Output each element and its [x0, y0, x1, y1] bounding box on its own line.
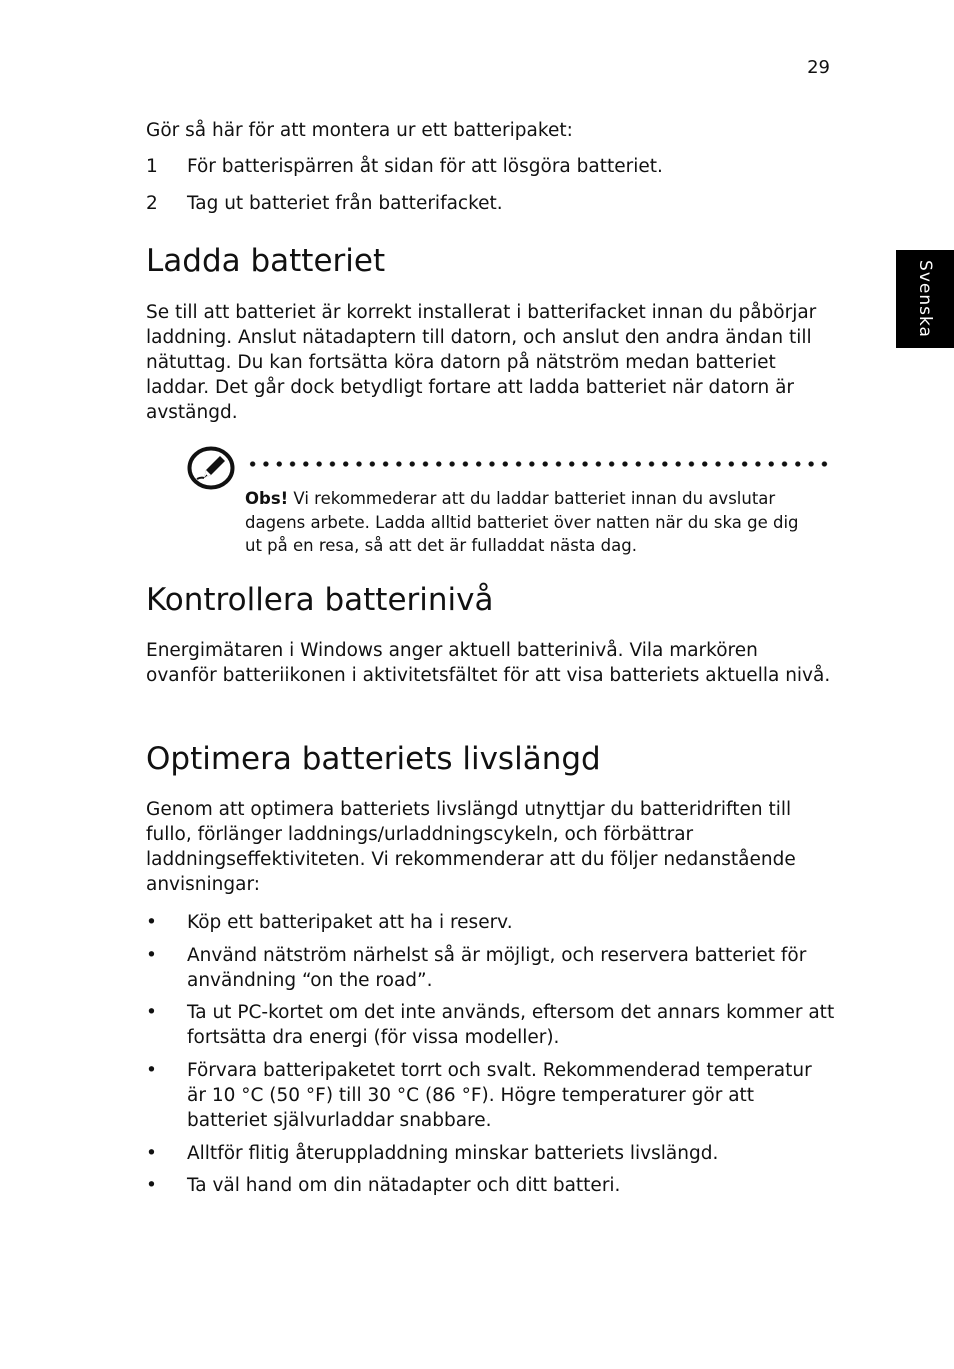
bullet-text: Ta väl hand om din nätadapter och ditt batteri. — [187, 1175, 621, 1196]
page-number: 29 — [807, 57, 830, 78]
bullet-text: Ta ut PC-kortet om det inte används, eftersom det annars kommer att fortsätta dra energi (för vissa modeller). — [187, 1002, 835, 1048]
note-body: Vi rekommederar att du laddar batteriet innan du avslutar dagens arbete. Ladda alltid batteriet över natten när du ska ge dig ut på en resa, så att det är fulladdat nästa dag. — [245, 489, 799, 555]
step-number: 1 — [146, 156, 158, 177]
bullet-text: Alltför flitig återuppladdning minskar batteriets livslängd. — [187, 1143, 719, 1164]
bullet-mark: • — [146, 912, 157, 933]
step-number: 2 — [146, 193, 158, 214]
charge-paragraph: Se till att batteriet är korrekt installerat i batterifacket innan du påbörjar laddning. Anslut nätadaptern till datorn, och anslut den andra ändan till nätuttag. Du kan fortsätta köra datorn på nätström medan batteriet laddar. Det går dock betydligt fortare att ladda batteriet när datorn är avstängd. — [146, 302, 817, 423]
section-heading-check: Kontrollera batterinivå — [146, 582, 494, 618]
bullet-mark: • — [146, 945, 157, 966]
bullet-text: Förvara batteripaketet torrt och svalt. Rekommenderad temperatur är 10 °C (50 °F) till 30 °C (86 °F). Högre temperaturer gör att batteriet självurladdar snabbare. — [187, 1060, 812, 1131]
language-tab-label: Svenska — [915, 260, 935, 338]
note-text — [245, 487, 820, 558]
section-heading-optimize: Optimera batteriets livslängd — [146, 741, 601, 777]
intro-text: Gör så här för att montera ur ett batteripaket: — [146, 120, 573, 141]
language-tab — [896, 250, 954, 348]
note-divider — [246, 461, 830, 467]
step-text: Tag ut batteriet från batterifacket. — [187, 193, 503, 214]
note-pen-icon — [187, 446, 235, 490]
bullet-mark: • — [146, 1060, 157, 1081]
note-label: Obs! — [245, 489, 289, 508]
optimize-paragraph: Genom att optimera batteriets livslängd utnyttjar du batteridriften till fullo, förlänger laddnings/urladdningscykeln, och förbättrar laddningseffektiviteten. Vi rekommenderar att du följer nedanstående anvisningar: — [146, 799, 796, 895]
bullet-text: Köp ett batteripaket att ha i reserv. — [187, 912, 513, 933]
bullet-text: Använd nätström närhelst så är möjligt, och reservera batteriet för användning “on the road”. — [187, 945, 807, 991]
section-heading-charge: Ladda batteriet — [146, 243, 386, 279]
bullet-mark: • — [146, 1143, 157, 1164]
bullet-mark: • — [146, 1175, 157, 1196]
bullet-mark: • — [146, 1002, 157, 1023]
step-text: För batterispärren åt sidan för att lösgöra batteriet. — [187, 156, 663, 177]
check-paragraph: Energimätaren i Windows anger aktuell batterinivå. Vila markören ovanför batteriikonen i aktivitetsfältet för att visa batteriets aktuella nivå. — [146, 640, 831, 686]
